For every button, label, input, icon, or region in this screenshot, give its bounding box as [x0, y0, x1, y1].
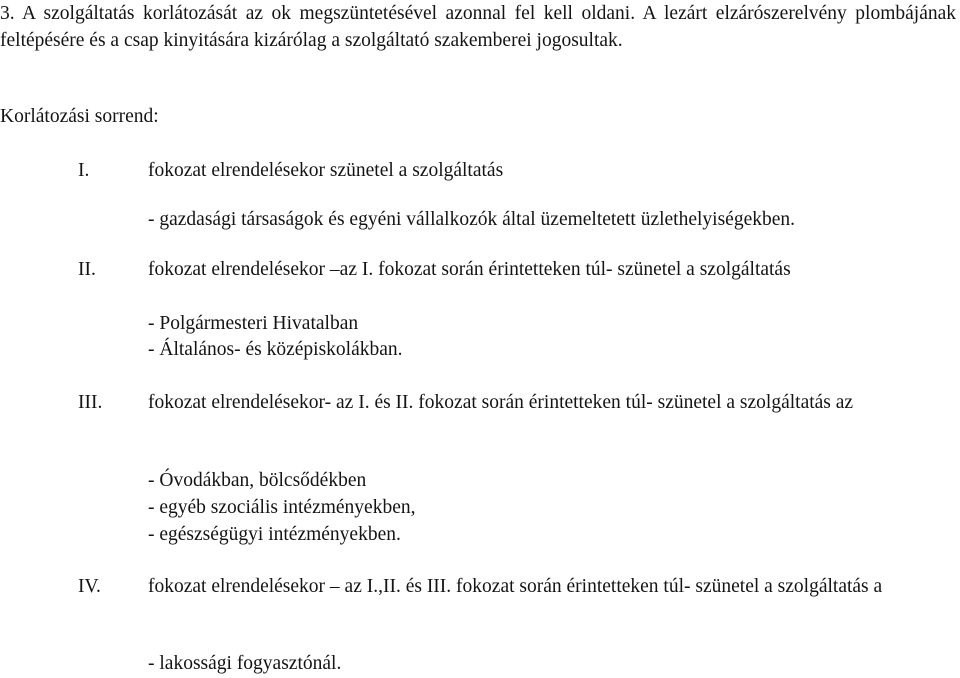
level-4-numeral: IV. [78, 576, 101, 597]
level-4-description: fokozat elrendelésekor – az I.,II. és III. fokozat során érintetteken túl- szünetel a szolgáltatás a [148, 576, 883, 597]
level-2-item: - Polgármesteri Hivatalban [148, 313, 359, 334]
level-3-numeral: III. [78, 392, 103, 413]
level-1-numeral: I. [78, 160, 90, 181]
level-2-numeral: II. [78, 259, 96, 280]
level-3-item: - egészségügyi intézményekben. [148, 524, 401, 545]
level-2-item: - Általános- és középiskolákban. [148, 339, 403, 360]
level-3-item: - Óvodákban, bölcsődékben [148, 470, 367, 491]
level-1-item: - gazdasági társaságok és egyéni vállalkozók által üzemeltetett üzlethelyiségekben. [148, 209, 796, 230]
level-2-description: fokozat elrendelésekor –az I. fokozat során érintetteken túl- szünetel a szolgáltatás [148, 259, 791, 280]
level-1-description: fokozat elrendelésekor szünetel a szolgáltatás [148, 160, 504, 181]
intro-paragraph: 3. A szolgáltatás korlátozását az ok megszüntetésével azonnal fel kell oldani. A lezárt elzárószerelvény plombájának feltépésére és a csap kinyitására kizárólag a szolgáltató szakemberei jogosultak. [0, 3, 956, 51]
level-3-item: - egyéb szociális intézményekben, [148, 497, 416, 518]
section-heading: Korlátozási sorrend: [0, 106, 159, 127]
level-4-item: - lakossági fogyasztónál. [148, 653, 342, 674]
level-3-description: fokozat elrendelésekor- az I. és II. fokozat során érintetteken túl- szünetel a szolgáltatás az [148, 392, 854, 413]
